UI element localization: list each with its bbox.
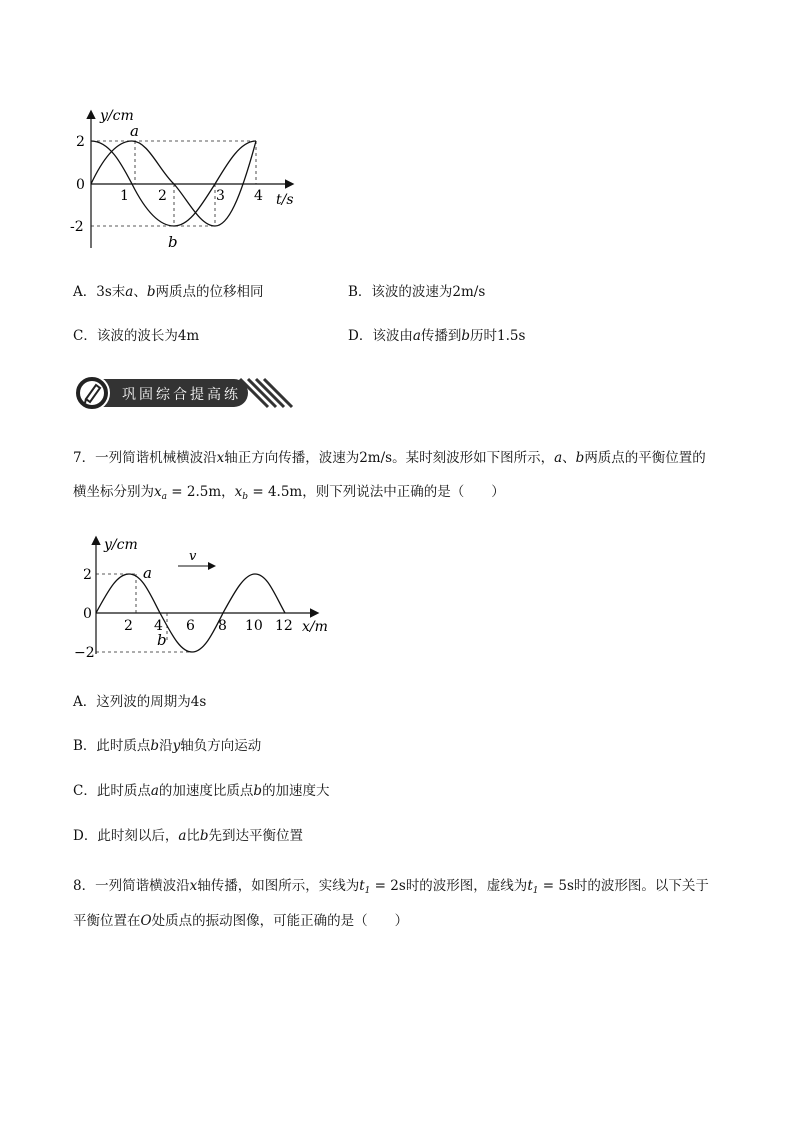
- x-tick-3: 3: [216, 188, 225, 204]
- y-tick-neg2: -2: [70, 219, 84, 235]
- y-tick-0: 0: [83, 606, 92, 622]
- q7-line-1: 7．一列简谐机械横波沿x轴正方向传播，波速为2m/s。某时刻波形如下图所示，a、b两质点的平衡位置的: [73, 450, 706, 466]
- x-tick-4: 4: [254, 188, 263, 204]
- section-banner: [72, 372, 297, 414]
- q6-option-d[interactable]: D．该波由a传播到b历时1.5s: [348, 328, 526, 344]
- point-a-label: a: [143, 564, 152, 582]
- x-tick-2: 2: [158, 188, 167, 204]
- x-tick-12: 12: [275, 618, 293, 634]
- section-title: 巩固综合提高练: [122, 387, 241, 403]
- x-tick-6: 6: [186, 618, 195, 634]
- point-b-label: b: [168, 233, 178, 251]
- y-axis-label: y/cm: [100, 108, 134, 124]
- y-axis-label: y/cm: [104, 537, 138, 553]
- y-tick-0: 0: [76, 177, 85, 193]
- q7-option-a[interactable]: A．这列波的周期为4s: [73, 694, 207, 710]
- q6-option-b[interactable]: B．该波的波速为2m/s: [348, 284, 486, 300]
- x-tick-1: 1: [120, 188, 129, 204]
- x-tick-4: 4: [154, 618, 163, 634]
- q7-option-d[interactable]: D．此时刻以后，a比b先到达平衡位置: [73, 828, 304, 844]
- y-tick-2: 2: [83, 567, 92, 583]
- q6-option-a[interactable]: A．3s末a、b两质点的位移相同: [73, 284, 264, 300]
- y-tick-2: 2: [76, 134, 85, 150]
- wave-graph: [72, 532, 342, 662]
- y-tick-neg2: −2: [74, 645, 95, 661]
- q7-line-2: 横坐标分别为$x_a = 2.5m$，$x_b = 4.5m$，则下列说法中正确的是（ ）: [73, 484, 505, 502]
- x-tick-10: 10: [245, 618, 263, 634]
- velocity-label: v: [189, 549, 197, 564]
- point-b-label: b: [157, 631, 167, 649]
- q7-option-c[interactable]: C．此时质点a的加速度比质点b的加速度大: [73, 783, 330, 799]
- q8-line-2: 平衡位置在O处质点的振动图像，可能正确的是（ ）: [73, 913, 409, 929]
- q7-option-b[interactable]: B．此时质点b沿y轴负方向运动: [73, 738, 262, 754]
- x-axis-label: t/s: [276, 192, 294, 208]
- point-a-label: a: [130, 122, 139, 140]
- x-tick-8: 8: [218, 618, 227, 634]
- q6-option-c[interactable]: C．该波的波长为4m: [73, 328, 200, 344]
- x-tick-2: 2: [124, 618, 133, 634]
- vibration-graph: [70, 100, 310, 255]
- q8-line-1: 8．一列简谐横波沿x轴传播，如图所示，实线为$t_1 = 2s$时的波形图，虚线为$t_1 = 5s$时的波形图。以下关于: [73, 878, 709, 896]
- x-axis-label: x/m: [302, 619, 328, 635]
